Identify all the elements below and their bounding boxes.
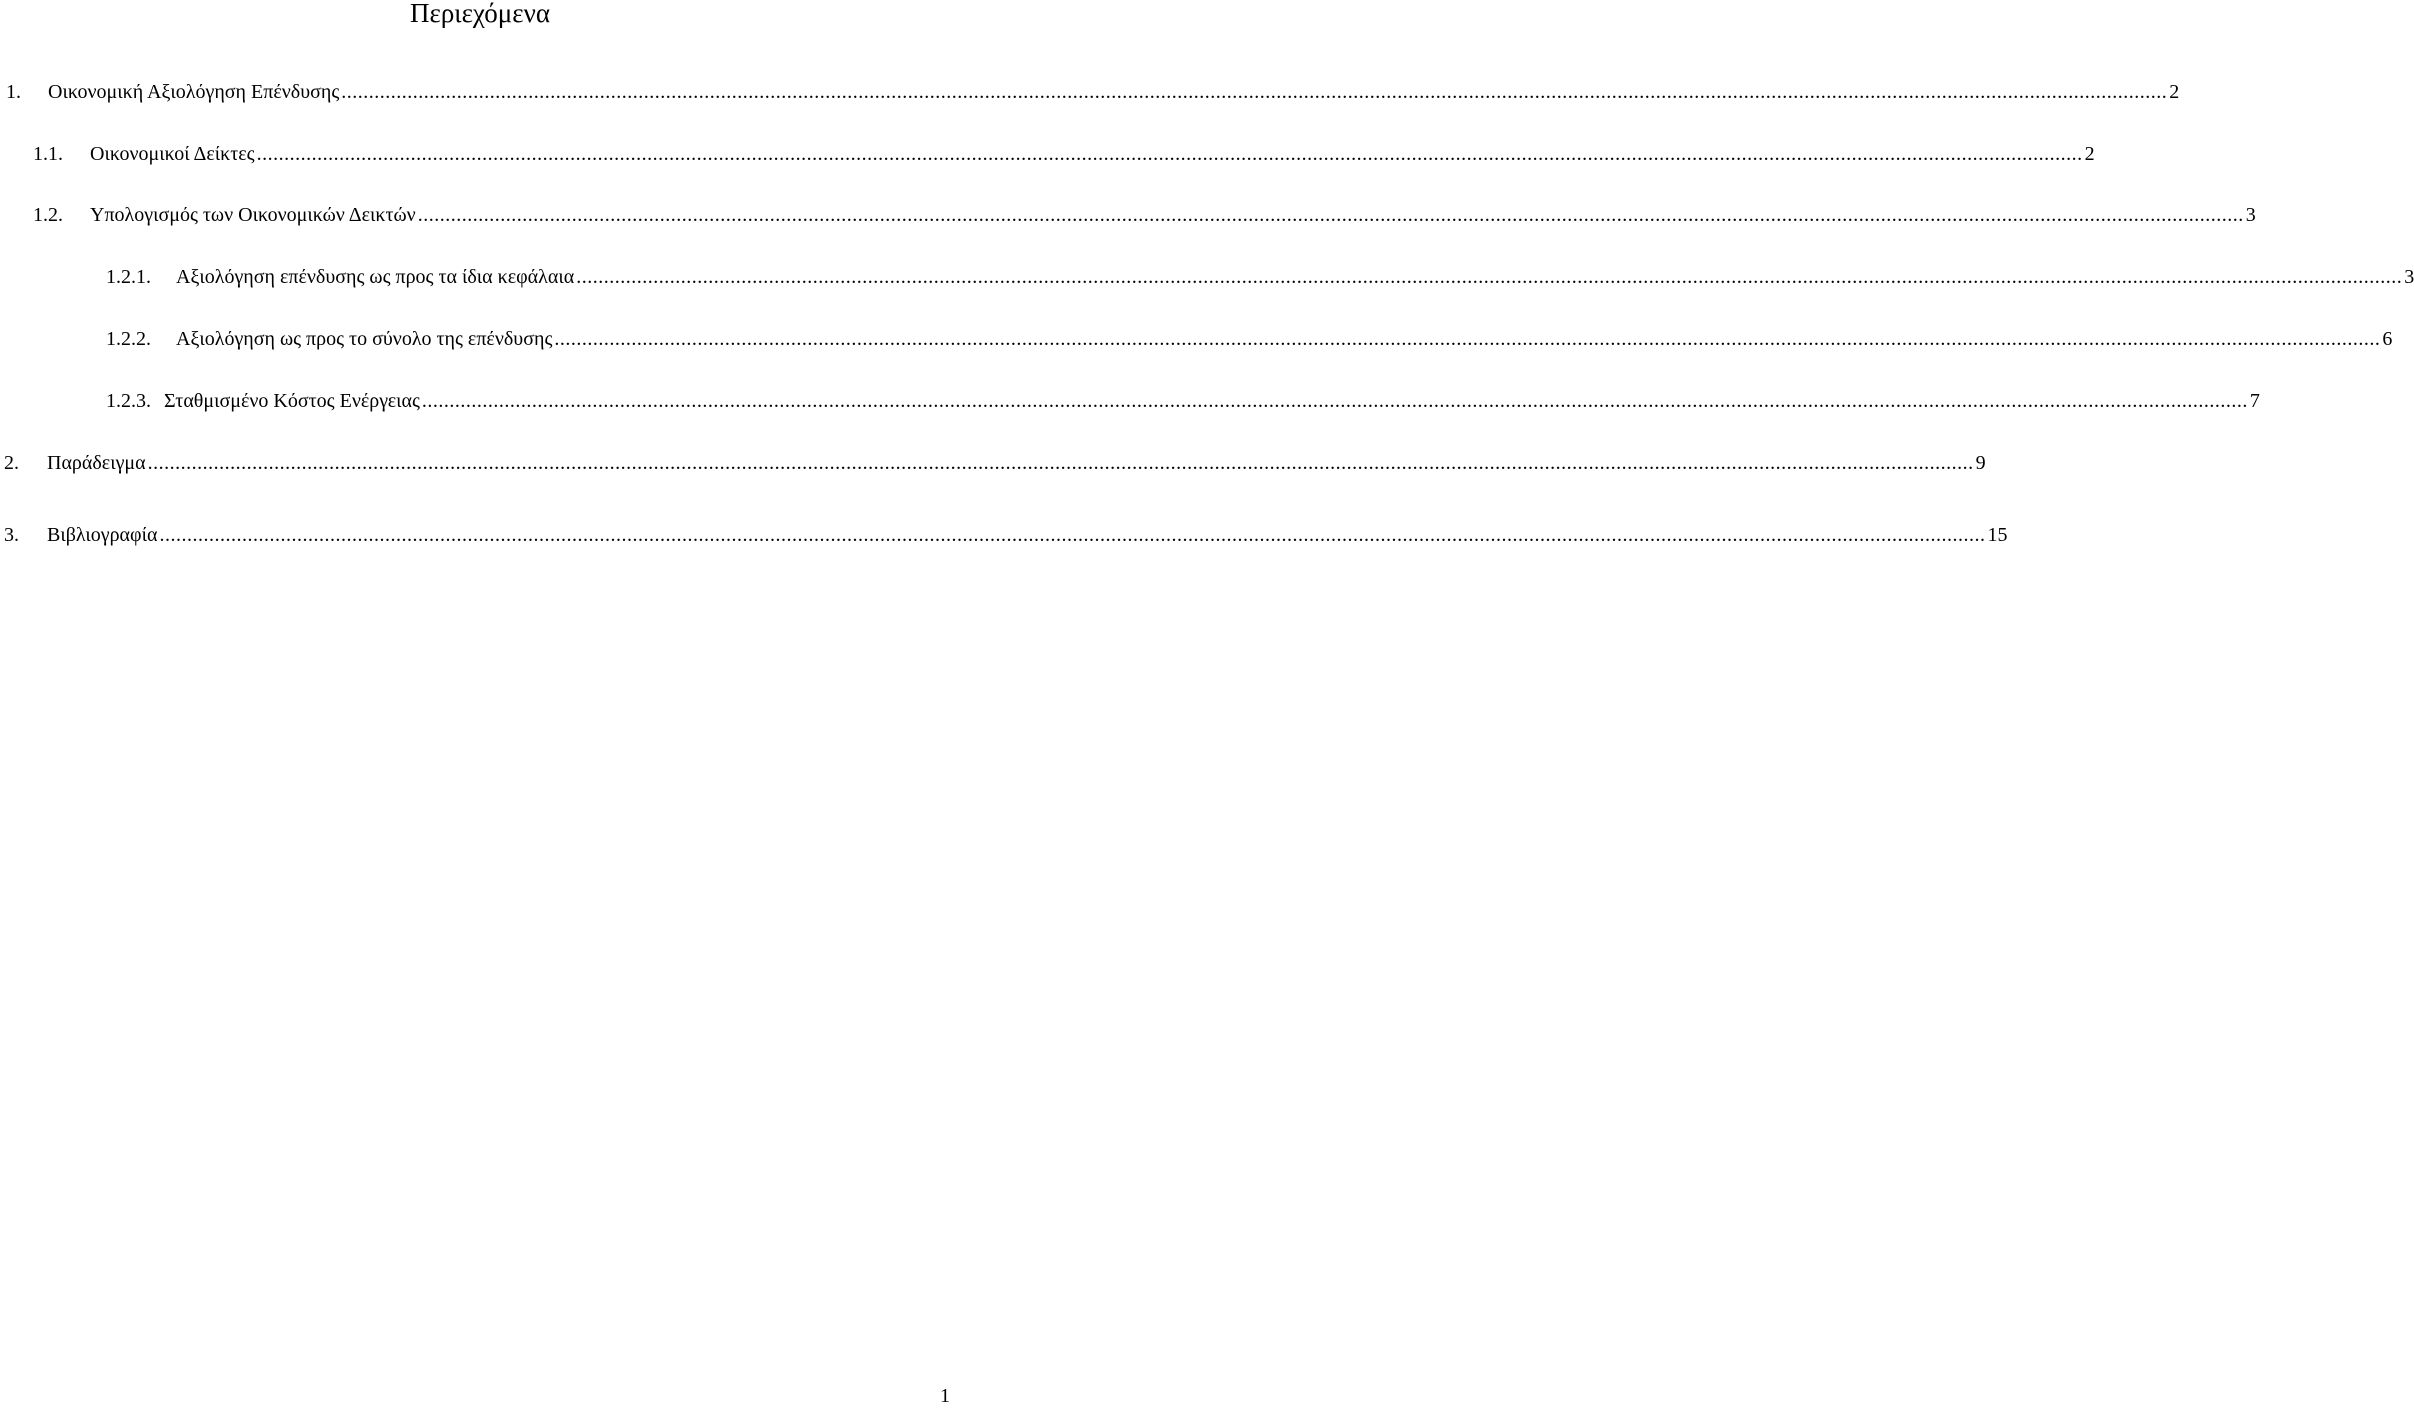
toc-entry-page: 6 bbox=[2382, 328, 2393, 350]
toc-entry-page: 3 bbox=[2404, 266, 2414, 288]
toc-dot-leader bbox=[422, 389, 2248, 413]
toc-entry-page: 15 bbox=[1987, 524, 2008, 546]
toc-entry-number: 3. bbox=[4, 524, 19, 546]
toc-entry-number: 1.2.1. bbox=[106, 266, 151, 288]
toc-entry-number: 1.2.3. bbox=[106, 390, 151, 412]
toc-entry-1-2[interactable] bbox=[33, 203, 2256, 227]
toc-entry-page: 2 bbox=[2084, 143, 2095, 165]
toc-entry-title[interactable]: Παράδειγμα bbox=[47, 452, 146, 474]
toc-entry-2[interactable] bbox=[4, 451, 1986, 475]
toc-entry-1[interactable] bbox=[6, 80, 2180, 104]
toc-entry-title[interactable]: Σταθμισμένο Κόστος Ενέργειας bbox=[164, 390, 420, 412]
toc-entry-1-2-1[interactable] bbox=[106, 265, 2414, 289]
toc-entry-title[interactable]: Βιβλιογραφία bbox=[47, 524, 158, 546]
toc-entry-page: 3 bbox=[2245, 204, 2256, 226]
toc-entry-title[interactable]: Οικονομικοί Δείκτες bbox=[90, 143, 255, 165]
toc-entry-page: 9 bbox=[1975, 452, 1986, 474]
toc-dot-leader bbox=[341, 80, 2167, 104]
toc-entry-title[interactable]: Οικονομική Αξιολόγηση Επένδυσης bbox=[48, 81, 340, 103]
toc-dot-leader bbox=[148, 451, 1974, 475]
toc-entry-title[interactable]: Αξιολόγηση επένδυσης ως προς τα ίδια κεφάλαια bbox=[176, 266, 575, 288]
toc-entry-3[interactable] bbox=[4, 523, 2008, 547]
toc-dot-leader bbox=[159, 523, 1985, 547]
toc-dot-leader bbox=[257, 142, 2083, 166]
toc-entry-1-1[interactable] bbox=[33, 142, 2095, 166]
toc-entry-number: 2. bbox=[4, 452, 19, 474]
toc-entry-number: 1.2.2. bbox=[106, 328, 151, 350]
page-title: Περιεχόμενα bbox=[410, 0, 550, 28]
toc-entry-title[interactable]: Αξιολόγηση ως προς το σύνολο της επένδυσης bbox=[176, 328, 553, 350]
toc-entry-1-2-3[interactable] bbox=[106, 389, 2260, 413]
toc-entry-number: 1.2. bbox=[33, 204, 63, 226]
toc-entry-title[interactable]: Υπολογισμός των Οικονομικών Δεικτών bbox=[90, 204, 416, 226]
toc-entry-number: 1. bbox=[6, 81, 21, 103]
toc-entry-page: 2 bbox=[2169, 81, 2180, 103]
toc-dot-leader bbox=[418, 203, 2244, 227]
toc-entry-page: 7 bbox=[2249, 390, 2260, 412]
toc-dot-leader bbox=[554, 327, 2380, 351]
page-number: 1 bbox=[940, 1385, 950, 1407]
toc-dot-leader bbox=[576, 265, 2402, 289]
toc-entry-number: 1.1. bbox=[33, 143, 63, 165]
toc-entry-1-2-2[interactable] bbox=[106, 327, 2393, 351]
